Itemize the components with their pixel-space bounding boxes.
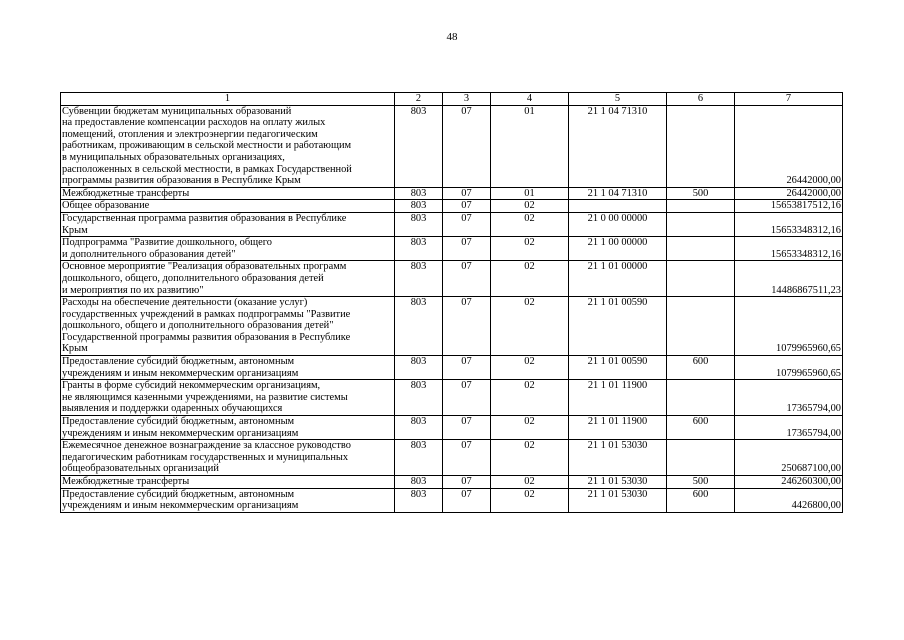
cell-subsection: 02 [491,261,569,297]
table-row [61,356,843,380]
cell-subsection: 02 [491,212,569,236]
cell-ved: 803 [395,380,443,416]
table-row [61,261,843,297]
cell-name-line: учреждениям и иным некоммерческим организациям [62,427,299,439]
table-row [61,488,843,512]
cell-name-line: Предоставление субсидий бюджетным, автономным [62,416,295,428]
header-col-7: 7 [735,93,843,106]
cell-name [61,261,395,297]
cell-expense-type [667,105,735,187]
cell-name [61,200,395,213]
header-col-6: 6 [667,93,735,106]
cell-amount: 26442000,00 [735,187,843,200]
cell-name-line: Основное мероприятие "Реализация образовательных программ [62,261,347,273]
cell-ved: 803 [395,200,443,213]
cell-ved: 803 [395,416,443,440]
cell-target-article: 21 1 01 00000 [569,261,667,297]
cell-name [61,416,395,440]
cell-name-line: Крым [62,224,88,236]
cell-name [61,212,395,236]
cell-ved: 803 [395,440,443,476]
cell-name-line: Общее образование [62,200,150,212]
cell-subsection: 02 [491,356,569,380]
cell-expense-type [667,261,735,297]
cell-name-line: дошкольного, общего и дополнительного образования детей" [62,320,334,332]
table-row [61,187,843,200]
cell-subsection: 02 [491,476,569,489]
cell-name-line: работникам, проживающим в сельской местности и работающим [62,140,352,152]
cell-name-line: Подпрограмма "Развитие дошкольного, общего [62,237,272,249]
table-row [61,237,843,261]
cell-expense-type [667,212,735,236]
cell-name-line: в муниципальных образовательных организациях, [62,151,285,163]
cell-name [61,440,395,476]
cell-expense-type: 500 [667,187,735,200]
cell-section: 07 [443,105,491,187]
cell-ved: 803 [395,187,443,200]
cell-target-article: 21 1 01 53030 [569,440,667,476]
cell-target-article: 21 1 01 00590 [569,297,667,356]
table-row [61,440,843,476]
cell-ved: 803 [395,261,443,297]
cell-amount: 246260300,00 [735,476,843,489]
cell-expense-type: 500 [667,476,735,489]
cell-section: 07 [443,212,491,236]
cell-subsection: 02 [491,237,569,261]
cell-name-line: и мероприятия по их развитию" [62,284,204,296]
cell-subsection: 02 [491,380,569,416]
header-col-3: 3 [443,93,491,106]
cell-subsection: 02 [491,200,569,213]
table-row [61,200,843,213]
header-row [61,93,843,106]
cell-name-line: программы развития образования в Республике Крым [62,175,301,187]
table-row [61,380,843,416]
cell-target-article: 21 1 01 11900 [569,416,667,440]
cell-subsection: 02 [491,440,569,476]
cell-subsection: 01 [491,187,569,200]
cell-name-line: расположенных в сельской местности, в рамках Государственной [62,163,352,175]
cell-target-article: 21 1 01 53030 [569,476,667,489]
cell-subsection: 01 [491,105,569,187]
cell-name [61,380,395,416]
cell-name-line: учреждениям и иным некоммерческим организациям [62,500,299,512]
cell-name-line: Государственной программы развития образования в Республике [62,331,351,343]
header-col-4: 4 [491,93,569,106]
cell-target-article: 21 1 01 53030 [569,488,667,512]
cell-ved: 803 [395,237,443,261]
cell-name-line: помещений, отопления и электроэнергии педагогическим [62,128,318,140]
table-row [61,476,843,489]
cell-name [61,187,395,200]
cell-name-line: Предоставление субсидий бюджетным, автономным [62,356,295,368]
cell-name-line: выявления и поддержки одаренных обучающихся [62,403,283,415]
table-row [61,416,843,440]
cell-amount: 14486867511,23 [735,261,843,297]
cell-name [61,297,395,356]
cell-subsection: 02 [491,416,569,440]
cell-amount: 4426800,00 [735,488,843,512]
cell-target-article: 21 1 01 11900 [569,380,667,416]
cell-section: 07 [443,237,491,261]
cell-name-line: общеобразовательных организаций [62,463,219,475]
table-row [61,297,843,356]
cell-ved: 803 [395,105,443,187]
cell-amount: 26442000,00 [735,105,843,187]
cell-name-line: Ежемесячное денежное вознаграждение за классное руководство [62,440,351,452]
cell-name [61,105,395,187]
cell-section: 07 [443,488,491,512]
cell-amount: 15653348312,16 [735,237,843,261]
cell-amount: 15653348312,16 [735,212,843,236]
table-row [61,212,843,236]
header-col-1: 1 [61,93,395,106]
cell-name-line: дошкольного, общего, дополнительного образования детей [62,272,324,284]
cell-ved: 803 [395,476,443,489]
cell-target-article: 21 1 01 00590 [569,356,667,380]
cell-section: 07 [443,261,491,297]
cell-target-article [569,200,667,213]
cell-amount: 15653817512,16 [735,200,843,213]
cell-expense-type: 600 [667,416,735,440]
cell-name-line: на предоставление компенсации расходов на оплату жилых [62,117,326,129]
cell-amount: 17365794,00 [735,416,843,440]
page-number: 48 [446,31,458,43]
cell-expense-type: 600 [667,356,735,380]
cell-section: 07 [443,416,491,440]
cell-name-line: Государственная программа развития образования в Республике [62,212,347,224]
header-col-5: 5 [569,93,667,106]
cell-name-line: педагогическим работникам государственных и муниципальных [62,451,349,463]
header-col-2: 2 [395,93,443,106]
cell-name-line: Предоставление субсидий бюджетным, автономным [62,488,295,500]
cell-name [61,488,395,512]
cell-amount: 1079965960,65 [735,297,843,356]
cell-expense-type [667,297,735,356]
cell-subsection: 02 [491,488,569,512]
cell-name-line: и дополнительного образования детей" [62,248,236,260]
cell-section: 07 [443,380,491,416]
cell-section: 07 [443,440,491,476]
cell-expense-type [667,237,735,261]
cell-section: 07 [443,187,491,200]
cell-section: 07 [443,200,491,213]
cell-expense-type [667,380,735,416]
cell-name-line: государственных учреждений в рамках подпрограммы "Развитие [62,308,351,320]
table-row [61,105,843,187]
cell-amount: 17365794,00 [735,380,843,416]
cell-expense-type [667,440,735,476]
cell-section: 07 [443,297,491,356]
cell-section: 07 [443,476,491,489]
cell-name-line: Крым [62,343,88,355]
cell-expense-type [667,200,735,213]
cell-target-article: 21 0 00 00000 [569,212,667,236]
cell-name [61,476,395,489]
budget-table [60,92,843,513]
cell-name [61,237,395,261]
cell-name-line: учреждениям и иным некоммерческим организациям [62,367,299,379]
cell-name-line: Гранты в форме субсидий некоммерческим организациям, [62,380,321,392]
cell-name [61,356,395,380]
cell-name-line: Расходы на обеспечение деятельности (оказание услуг) [62,297,308,309]
cell-name-line: Субвенции бюджетам муниципальных образований [62,105,292,117]
cell-target-article: 21 1 04 71310 [569,105,667,187]
cell-subsection: 02 [491,297,569,356]
cell-ved: 803 [395,488,443,512]
cell-amount: 1079965960,65 [735,356,843,380]
cell-target-article: 21 1 04 71310 [569,187,667,200]
cell-name-line: не являющимся казенными учреждениями, на развитие системы [62,391,348,403]
cell-ved: 803 [395,212,443,236]
cell-amount: 250687100,00 [735,440,843,476]
cell-section: 07 [443,356,491,380]
cell-ved: 803 [395,356,443,380]
cell-expense-type: 600 [667,488,735,512]
cell-ved: 803 [395,297,443,356]
cell-target-article: 21 1 00 00000 [569,237,667,261]
cell-name-line: Межбюджетные трансферты [62,187,190,199]
cell-name-line: Межбюджетные трансферты [62,476,190,487]
